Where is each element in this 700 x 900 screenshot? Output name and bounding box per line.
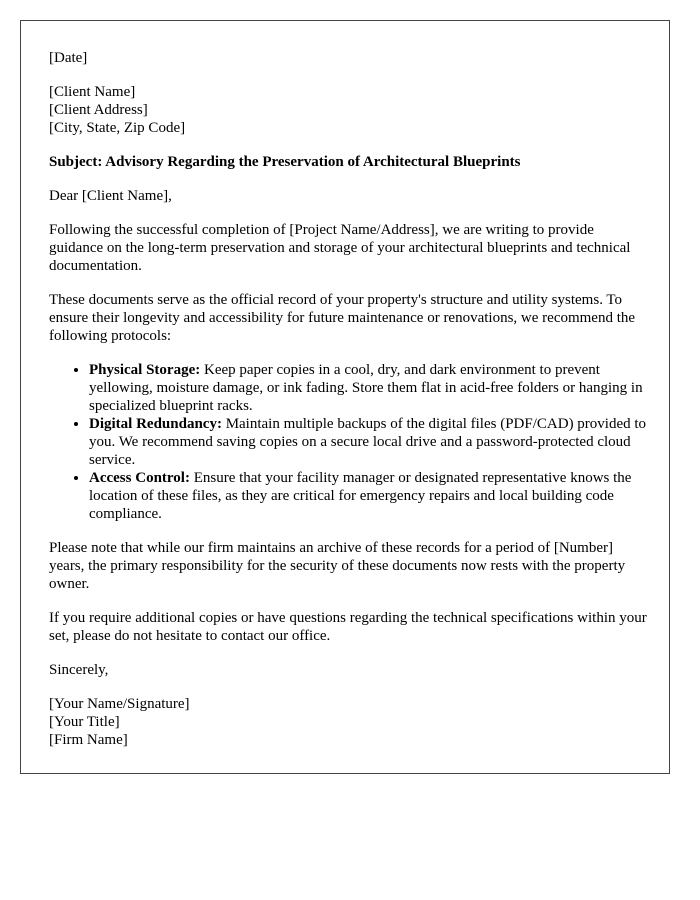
letter-date: [Date] <box>49 50 88 66</box>
recipient-address: [Client Address] <box>49 102 148 118</box>
signature-block <box>49 695 649 749</box>
protocols-list <box>49 361 649 523</box>
protocol-text: Keep paper copies in a cool, dry, and dark environment to prevent yellowing, moisture damage, or ink fading. Store them flat in acid-free folders or hanging in specialized blueprint racks. <box>89 362 643 414</box>
protocol-title: Access Control: <box>89 470 190 486</box>
protocol-title: Digital Redundancy: <box>89 416 222 432</box>
protocol-title: Physical Storage: <box>89 362 201 378</box>
recipient-name: [Client Name] <box>49 84 136 100</box>
letter-subject: Subject: Advisory Regarding the Preservation of Architectural Blueprints <box>49 154 521 170</box>
protocol-item-physical-storage <box>89 361 649 415</box>
protocol-item-digital-redundancy <box>89 415 649 469</box>
letter-salutation: Dear [Client Name], <box>49 188 172 204</box>
recipient-city-state-zip: [City, State, Zip Code] <box>49 120 186 136</box>
sender-name: [Your Name/Signature] <box>49 696 190 712</box>
protocol-text: Maintain multiple backups of the digital files (PDF/CAD) provided to you. We recommend saving copies on a secure local drive and a password-protected cloud service. <box>89 416 647 468</box>
recipient-address-block <box>49 83 649 137</box>
sender-firm: [Firm Name] <box>49 732 128 748</box>
protocols-intro-paragraph: These documents serve as the official record of your property's structure and utility systems. To ensure their longevity and accessibility for future maintenance or renovations, we recommend the following protocols: <box>49 292 636 344</box>
letter-sign-off: Sincerely, <box>49 662 109 678</box>
contact-paragraph: If you require additional copies or have questions regarding the technical specifications within your set, please do not hesitate to contact our office. <box>49 610 647 644</box>
letter-page <box>20 20 670 774</box>
intro-paragraph: Following the successful completion of [Project Name/Address], we are writing to provide guidance on the long-term preservation and storage of your architectural blueprints and technical documentation. <box>49 222 631 274</box>
protocol-text: Ensure that your facility manager or designated representative knows the location of these files, as they are critical for emergency repairs and local building code compliance. <box>89 470 632 522</box>
archive-note-paragraph: Please note that while our firm maintains an archive of these records for a period of [Number] years, the primary responsibility for the security of these documents now rests with the property owner. <box>49 540 626 592</box>
protocol-item-access-control <box>89 469 649 523</box>
sender-title: [Your Title] <box>49 714 120 730</box>
